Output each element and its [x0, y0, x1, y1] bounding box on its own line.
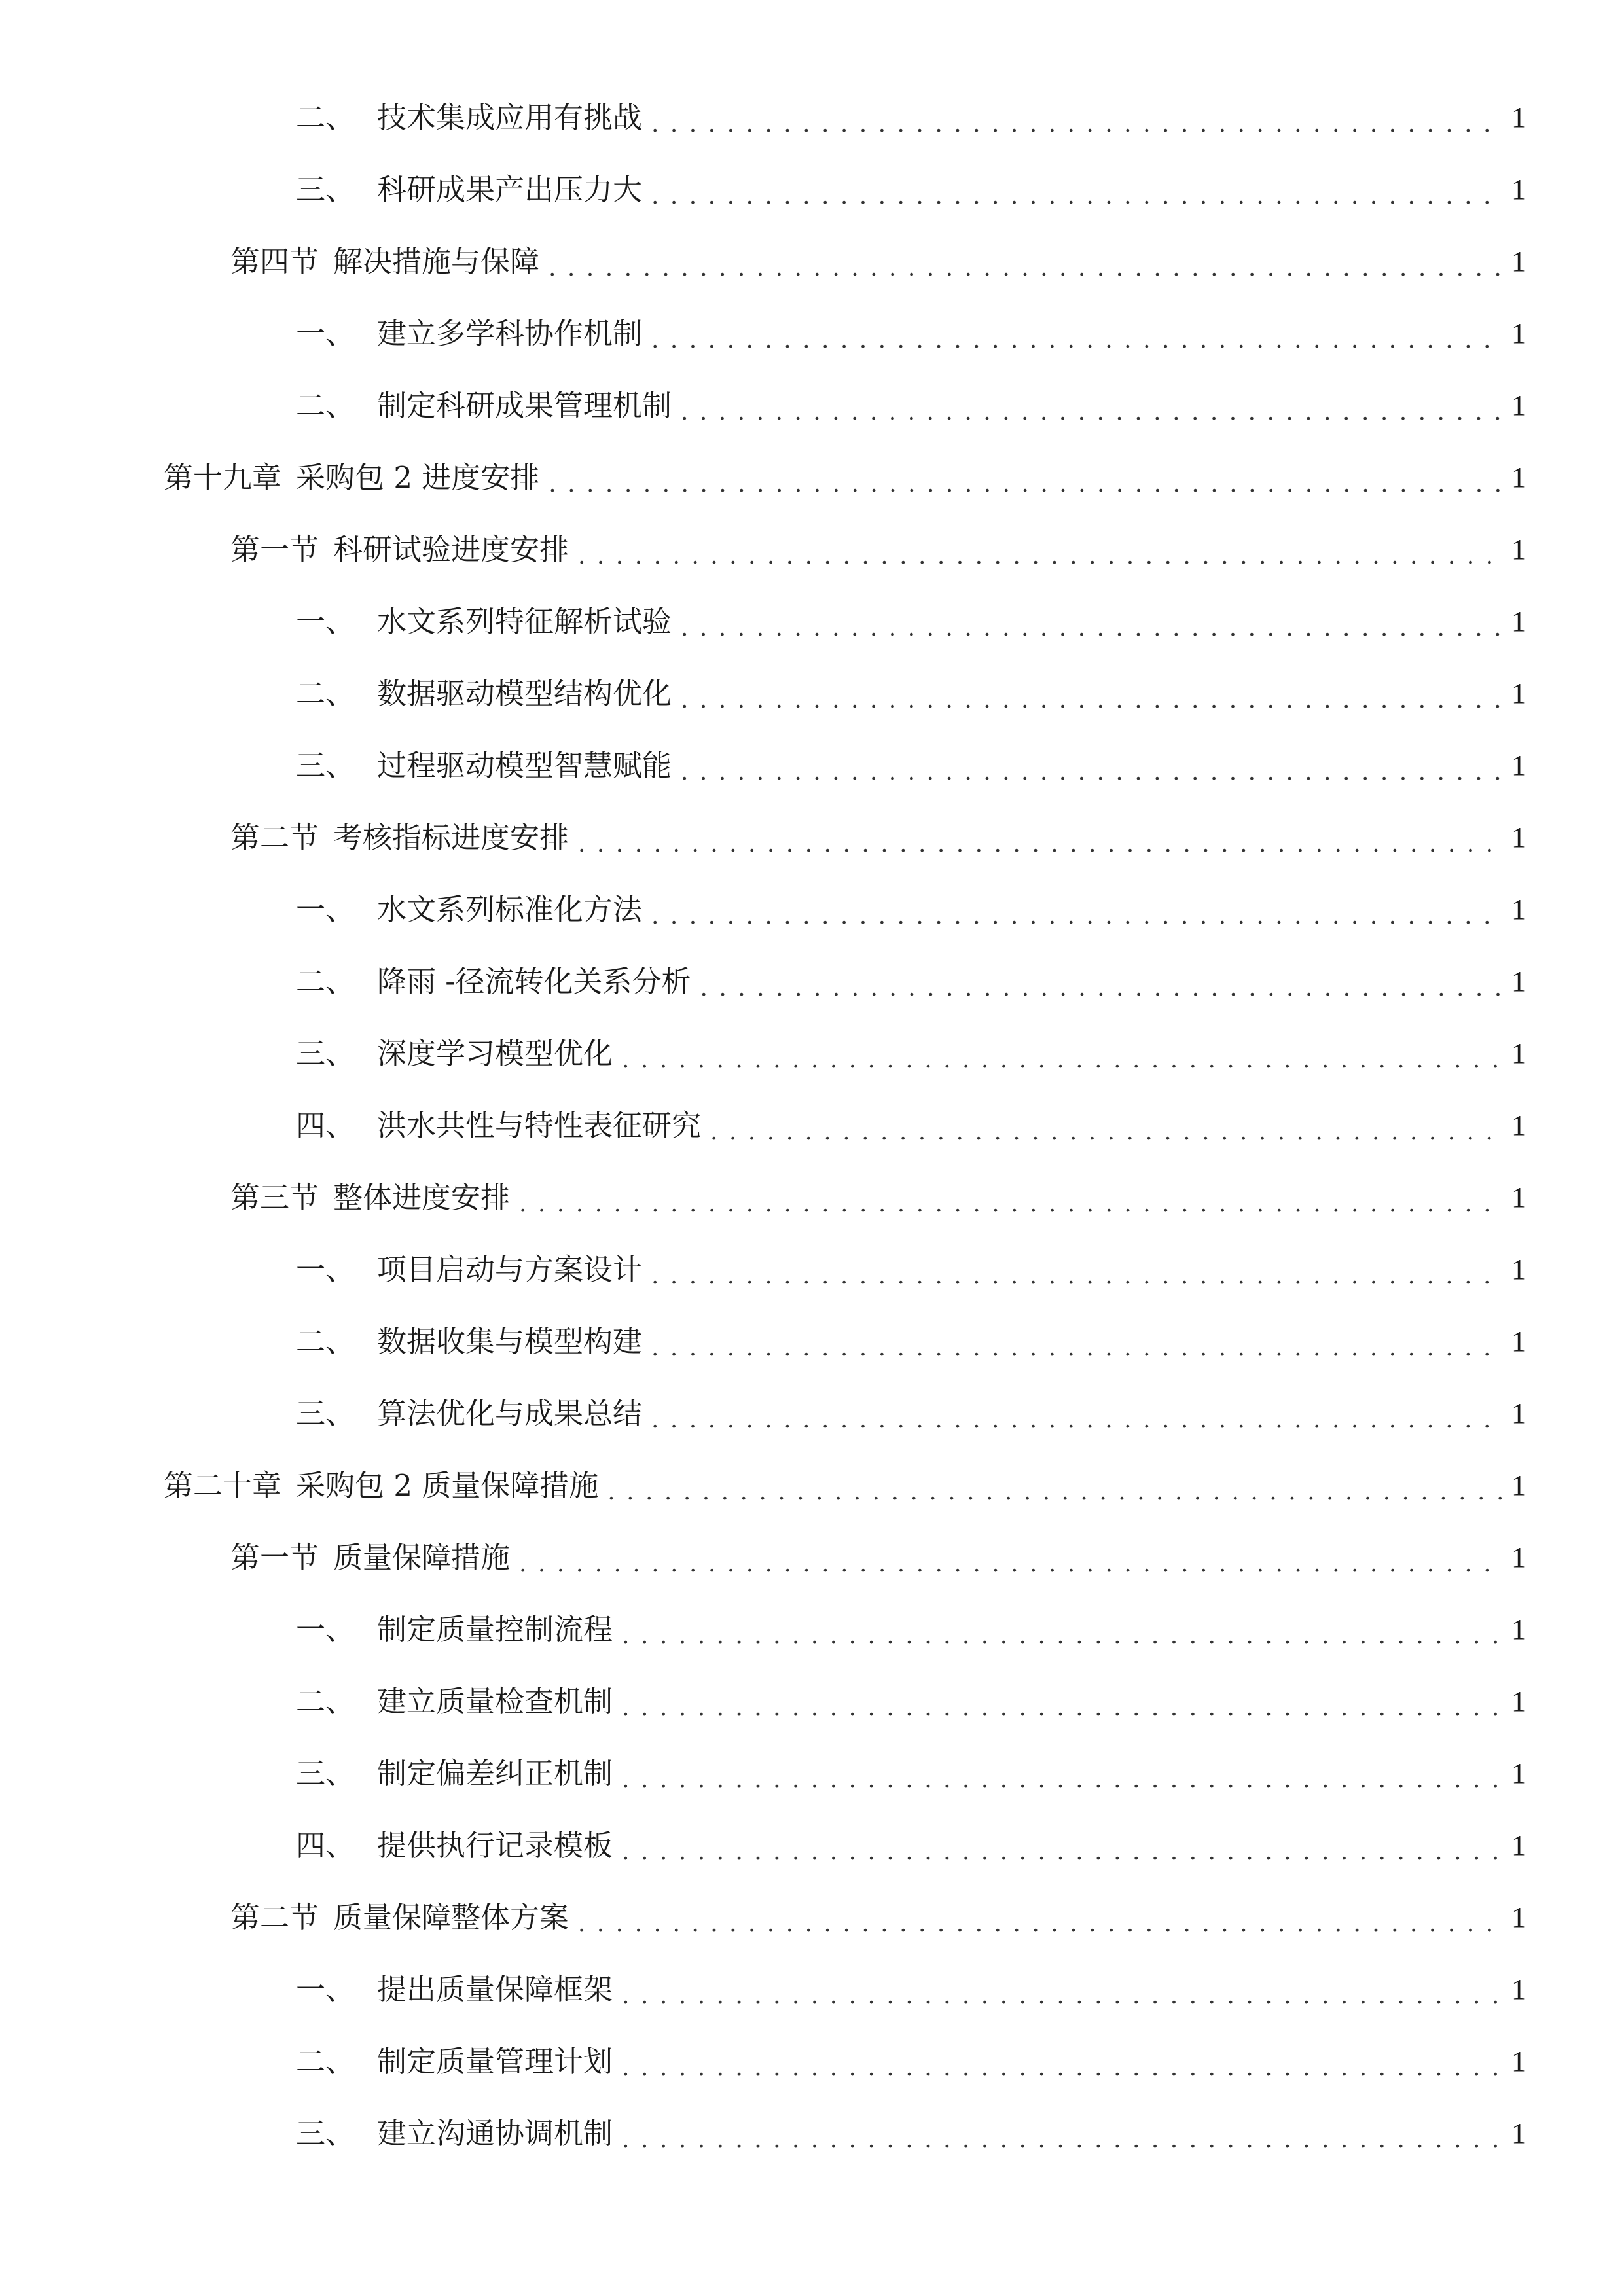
toc-entry-title: 数据驱动模型结构优化 — [377, 676, 672, 711]
toc-entry-number: 三、 — [296, 1756, 355, 1791]
toc-entry[interactable] — [296, 1964, 1526, 2016]
toc-entry-number: 二、 — [296, 100, 355, 135]
toc-entry-title: 水文系列标准化方法 — [377, 892, 643, 927]
toc-entry-title: 制定科研成果管理机制 — [377, 388, 672, 423]
dot-leader — [622, 1676, 1502, 1728]
dot-leader — [681, 740, 1502, 792]
dot-leader — [578, 812, 1502, 864]
toc-entry-title: 考核指标进度安排 — [333, 820, 569, 855]
dot-leader — [651, 1388, 1502, 1440]
toc-entry[interactable] — [164, 452, 1526, 504]
dot-leader — [519, 1532, 1502, 1584]
toc-entry-number: 三、 — [296, 1396, 355, 1431]
toc-entry-page: 1 — [1511, 101, 1526, 134]
toc-entry-number: 第四节 — [230, 244, 319, 279]
toc-entry-number: 第二十章 — [164, 1468, 282, 1503]
dot-leader — [622, 2108, 1502, 2160]
toc-entry-page: 1 — [1511, 965, 1526, 997]
toc-entry-title: 整体进度安排 — [333, 1180, 511, 1215]
toc-entry-page: 1 — [1511, 533, 1526, 565]
toc-entry[interactable] — [296, 1820, 1526, 1872]
toc-entry-title: 解决措施与保障 — [333, 244, 540, 279]
dot-leader — [651, 308, 1502, 360]
dot-leader — [519, 1172, 1502, 1224]
dot-leader — [622, 1820, 1502, 1872]
toc-entry-number: 二、 — [296, 964, 355, 999]
toc-entry[interactable] — [296, 2108, 1526, 2160]
toc-entry[interactable] — [296, 596, 1526, 648]
dot-leader — [651, 1244, 1502, 1296]
toc-entry[interactable] — [164, 1460, 1526, 1512]
toc-entry-page: 1 — [1511, 1109, 1526, 1141]
toc-entry[interactable] — [296, 2036, 1526, 2088]
toc-entry[interactable] — [230, 1532, 1526, 1584]
toc-entry[interactable] — [296, 1316, 1526, 1368]
dot-leader — [651, 1316, 1502, 1368]
toc-entry-page: 1 — [1511, 461, 1526, 493]
toc-entry[interactable] — [296, 1244, 1526, 1296]
toc-entry[interactable] — [296, 884, 1526, 936]
toc-entry-title: 建立质量检查机制 — [377, 1684, 613, 1719]
toc-entry-title: 采购包 2 进度安排 — [296, 460, 540, 495]
toc-entry-title: 采购包 2 质量保障措施 — [296, 1468, 599, 1503]
toc-entry-page: 1 — [1511, 1829, 1526, 1861]
toc-entry-page: 1 — [1511, 2045, 1526, 2077]
toc-entry-number: 第一节 — [230, 1540, 319, 1575]
toc-entry-title: 制定偏差纠正机制 — [377, 1756, 613, 1791]
dot-leader — [622, 1028, 1502, 1080]
toc-entry-number: 第一节 — [230, 532, 319, 567]
toc-entry-title: 建立沟通协调机制 — [377, 2116, 613, 2151]
toc-entry-page: 1 — [1511, 677, 1526, 709]
toc-entry-title: 降雨 -径流转化关系分析 — [377, 964, 691, 999]
toc-entry-number: 一、 — [296, 1612, 355, 1647]
toc-entry-page: 1 — [1511, 1973, 1526, 2005]
dot-leader — [681, 596, 1502, 648]
toc-entry-title: 过程驱动模型智慧赋能 — [377, 748, 672, 783]
toc-entry-title: 算法优化与成果总结 — [377, 1396, 643, 1431]
dot-leader — [607, 1460, 1502, 1512]
toc-entry-number: 三、 — [296, 748, 355, 783]
toc-entry-page: 1 — [1511, 317, 1526, 350]
toc-entry[interactable] — [230, 1172, 1526, 1224]
toc-entry-title: 制定质量控制流程 — [377, 1612, 613, 1647]
toc-entry-number: 第二节 — [230, 1900, 319, 1935]
toc-entry-number: 三、 — [296, 2116, 355, 2151]
toc-entry-number: 二、 — [296, 1324, 355, 1359]
toc-entry-title: 深度学习模型优化 — [377, 1036, 613, 1071]
toc-entry-number: 第二节 — [230, 820, 319, 855]
toc-entry-number: 二、 — [296, 676, 355, 711]
toc-entry-page: 1 — [1511, 1541, 1526, 1573]
toc-entry[interactable] — [230, 1892, 1526, 1944]
toc-entry-title: 提供执行记录模板 — [377, 1828, 613, 1863]
dot-leader — [681, 668, 1502, 720]
toc-entry-page: 1 — [1511, 749, 1526, 781]
toc-entry-page: 1 — [1511, 893, 1526, 925]
toc-entry-number: 二、 — [296, 2044, 355, 2079]
toc-entry-number: 第三节 — [230, 1180, 319, 1215]
dot-leader — [578, 524, 1502, 576]
toc-entry[interactable] — [296, 164, 1526, 216]
dot-leader — [549, 236, 1502, 288]
toc-entry-page: 1 — [1511, 1253, 1526, 1285]
dot-leader — [578, 1892, 1502, 1944]
toc-entry-number: 一、 — [296, 604, 355, 639]
toc-entry[interactable] — [296, 668, 1526, 720]
toc-entry-number: 二、 — [296, 388, 355, 423]
toc-entry-title: 数据收集与模型构建 — [377, 1324, 643, 1359]
toc-entry-number: 一、 — [296, 1972, 355, 2007]
toc-entry[interactable] — [296, 1100, 1526, 1152]
toc-entry[interactable] — [296, 1388, 1526, 1440]
toc-entry-page: 1 — [1511, 821, 1526, 853]
toc-entry-page: 1 — [1511, 2117, 1526, 2149]
toc-entry[interactable] — [296, 1028, 1526, 1080]
toc-entry[interactable] — [230, 524, 1526, 576]
dot-leader — [651, 884, 1502, 936]
toc-entry[interactable] — [230, 812, 1526, 864]
toc-entry-page: 1 — [1511, 173, 1526, 206]
dot-leader — [710, 1100, 1502, 1152]
dot-leader — [651, 92, 1502, 144]
toc-entry-number: 三、 — [296, 172, 355, 207]
dot-leader — [622, 1604, 1502, 1656]
dot-leader — [681, 380, 1502, 432]
toc-entry-page: 1 — [1511, 1685, 1526, 1717]
dot-leader — [622, 1964, 1502, 2016]
toc-entry-page: 1 — [1511, 1469, 1526, 1501]
toc-entry-number: 四、 — [296, 1828, 355, 1863]
toc-entry-number: 一、 — [296, 892, 355, 927]
toc-entry-title: 制定质量管理计划 — [377, 2044, 613, 2079]
toc-entry-title: 科研试验进度安排 — [333, 532, 569, 567]
dot-leader — [622, 1748, 1502, 1800]
toc-entry-number: 四、 — [296, 1108, 355, 1143]
toc-entry-page: 1 — [1511, 1757, 1526, 1789]
toc-entry-page: 1 — [1511, 1901, 1526, 1933]
toc-entry[interactable] — [296, 740, 1526, 792]
toc-entry[interactable] — [296, 1604, 1526, 1656]
toc-entry-number: 三、 — [296, 1036, 355, 1071]
toc-entry-title: 科研成果产出压力大 — [377, 172, 643, 207]
toc-entry-title: 洪水共性与特性表征研究 — [377, 1108, 702, 1143]
toc-entry[interactable] — [296, 1748, 1526, 1800]
toc-entry-page: 1 — [1511, 389, 1526, 422]
toc-entry-page: 1 — [1511, 605, 1526, 637]
toc-entry-page: 1 — [1511, 1181, 1526, 1213]
toc-entry-page: 1 — [1511, 1037, 1526, 1069]
toc-entry[interactable] — [296, 308, 1526, 360]
dot-leader — [549, 452, 1502, 504]
toc-entry-number: 一、 — [296, 316, 355, 351]
toc-entry[interactable] — [296, 956, 1526, 1008]
toc-entry-number: 一、 — [296, 1252, 355, 1287]
toc-entry-title: 提出质量保障框架 — [377, 1972, 613, 2007]
toc-entry[interactable] — [296, 1676, 1526, 1728]
toc-entry-title: 技术集成应用有挑战 — [377, 100, 643, 135]
toc-entry[interactable] — [296, 92, 1526, 144]
toc-entry-page: 1 — [1511, 1325, 1526, 1357]
dot-leader — [651, 164, 1502, 216]
toc-entry-page: 1 — [1511, 1397, 1526, 1429]
toc-entry-title: 质量保障措施 — [333, 1540, 511, 1575]
toc-entry-title: 项目启动与方案设计 — [377, 1252, 643, 1287]
toc-entry-title: 建立多学科协作机制 — [377, 316, 643, 351]
toc-entry-title: 质量保障整体方案 — [333, 1900, 569, 1935]
toc-entry-number: 第十九章 — [164, 460, 282, 495]
toc-entry-page: 1 — [1511, 245, 1526, 278]
dot-leader — [622, 2036, 1502, 2088]
dot-leader — [700, 956, 1502, 1008]
toc-entry-page: 1 — [1511, 1613, 1526, 1645]
toc-entry[interactable] — [230, 236, 1526, 288]
toc-entry-number: 二、 — [296, 1684, 355, 1719]
toc-entry-title: 水文系列特征解析试验 — [377, 604, 672, 639]
toc-entry[interactable] — [296, 380, 1526, 432]
